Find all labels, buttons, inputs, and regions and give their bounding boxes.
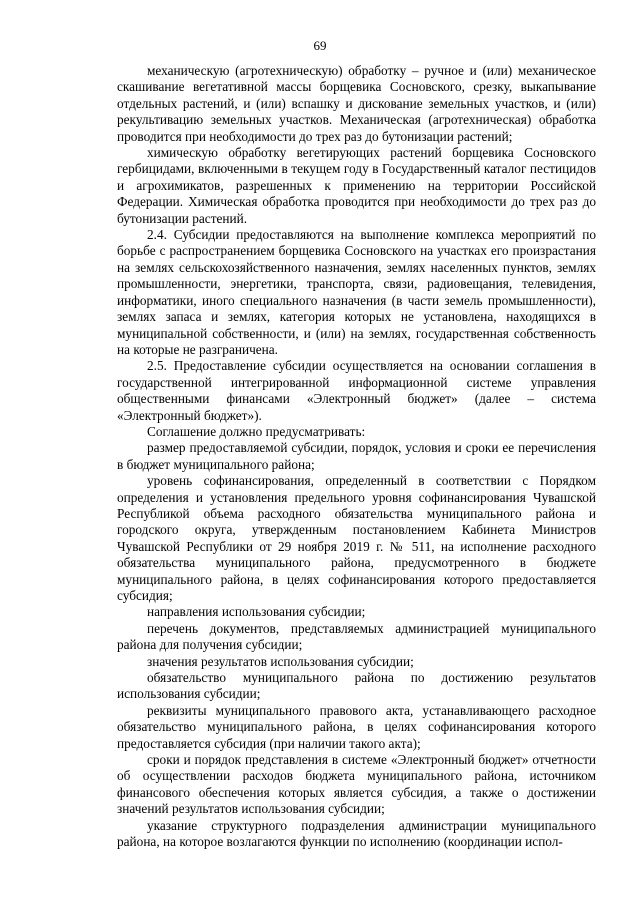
paragraph-mechanical-treatment: механическую (агротехническую) обработку – ручное и (или) механическое скашивание вегетативной массы борщевика Сосновского, срезку, выкапывание отдельных растений, и (или) вспашку и дискование земельных участков, и (или) рекультивацию земельных участков. Механическая (агротехническая) обработка проводится при необходимости до трех раз до бутонизации растений; — [117, 63, 596, 144]
paragraph-legal-act-details: реквизиты муниципального правового акта, устанавливающего расходное обязательство муниципального района, в целях софинансирования которого предоставляется субсидия (при наличии такого акта); — [117, 702, 596, 751]
body-text — [117, 63, 596, 851]
paragraph-2-5: 2.5. Предоставление субсидии осуществляется на основании соглашения в государственной интегрированной информационной системе управления общественными финансами «Электронный бюджет» (далее – система «Электронный бюджет»). — [117, 358, 596, 423]
paragraph-2-4: 2.4. Субсидии предоставляются на выполнение комплекса мероприятий по борьбе с распространением борщевика Сосновского на участках его произрастания на землях сельскохозяйственного назначения, землях населенных пунктов, землях промышленности, энергетики, транспорта, связи, радиовещания, телевидения, информатики, иного специального назначения (в части земель промышленности), землях запаса и землях, категория которых не установлена, находящихся в муниципальной собственности, и (или) на землях, государственная собственность на которые не разграничена. — [117, 227, 596, 357]
page-number: 69 — [313, 38, 327, 53]
paragraph-subsidy-amount: размер предоставляемой субсидии, порядок, условия и сроки ее перечисления в бюджет муниципального района; — [117, 440, 596, 472]
paragraph-cofinancing-level: уровень софинансирования, определенный в соответствии с Порядком определения и установления предельного уровня софинансирования Чувашской Республикой объема расходного обязательства муниципального района и городского округа, утвержденным постановлением Кабинета Министров Чувашской Республики от 29 ноября 2019 г. № 511, на исполнение расходного обязательства муниципального района, предусмотренного в бюджете муниципального района, в целях софинансирования которого предоставляется субсидия; — [117, 473, 596, 603]
paragraph-documents-list: перечень документов, представляемых администрацией муниципального района для получения субсидии; — [117, 620, 596, 653]
paragraph-chemical-treatment: химическую обработку вегетирующих растений борщевика Сосновского гербицидами, включенными в текущем году в Государственный каталог пестицидов и агрохимикатов, разрешенных к применению на территории Российской Федерации. Химическая обработка проводится при необходимости до трех раз до бутонизации растений. — [117, 145, 596, 226]
paragraph-structural-unit: указание структурного подразделения администрации муниципального района, на которое возлагаются функции по исполнению (координации испол- — [117, 817, 596, 850]
paragraph-result-values: значения результатов использования субсидии; — [147, 653, 414, 669]
paragraph-agreement-intro: Соглашение должно предусматривать: — [147, 423, 366, 439]
paragraph-usage-directions: направления использования субсидии; — [147, 604, 366, 620]
paragraph-obligation: обязательство муниципального района по достижению результатов использования субсидии; — [117, 670, 596, 702]
paragraph-reporting-terms: сроки и порядок представления в системе «Электронный бюджет» отчетности об осуществлении расходов бюджета муниципального района, источником финансового обеспечения которых является субсидия, а также о достижении значений результатов использования субсидии; — [117, 752, 596, 817]
